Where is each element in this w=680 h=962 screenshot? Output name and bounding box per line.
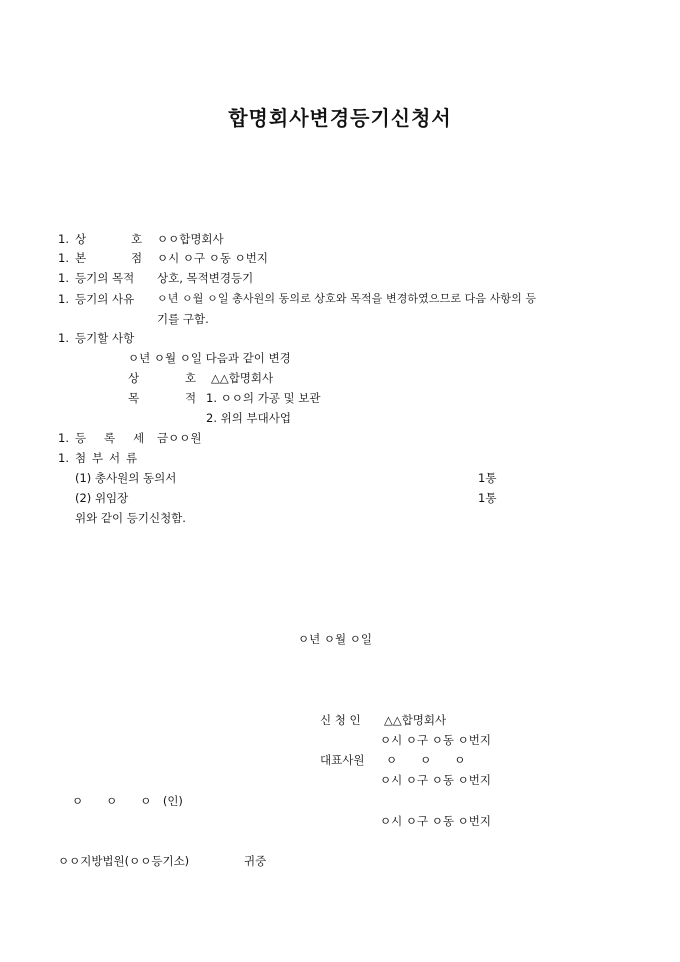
matters-trade-value: △△합명회사: [211, 371, 274, 385]
matters-label-char: 적: [185, 391, 197, 405]
item-label-char: 등: [75, 431, 87, 445]
item-bullet: 1.: [58, 251, 69, 265]
applicant-name: △△합명회사: [384, 713, 447, 727]
item-label-char: 첨: [75, 451, 87, 465]
matters-purpose-2: 2. 위의 부대사업: [206, 411, 291, 425]
document-title: 합명회사변경등기신청서: [228, 106, 452, 130]
item-label-char: 호: [131, 232, 143, 246]
item-label: 등기할 사항: [75, 331, 135, 345]
item-label: 등기의 목적: [75, 271, 135, 285]
recipient-suffix: 귀중: [244, 854, 267, 868]
representative-address: ㅇ시 ㅇ구 ㅇ동 ㅇ번지: [380, 773, 491, 787]
item-bullet: 1.: [58, 232, 69, 246]
applicant-label: 신 청 인: [320, 713, 361, 727]
matters-date-line: ㅇ년 ㅇ월 ㅇ일 다음과 같이 변경: [128, 351, 291, 365]
court-name: ㅇㅇ지방법원(ㅇㅇ등기소): [58, 854, 190, 868]
tax-value: 금ㅇㅇ원: [157, 431, 202, 445]
trade-name-value: ㅇㅇ합명회사: [157, 232, 224, 246]
matters-label-char: 호: [185, 371, 197, 385]
attachment-count: 1통: [478, 471, 497, 485]
item-label-char: 본: [75, 251, 87, 265]
item-bullet: 1.: [58, 292, 69, 306]
item-label-char: 상: [75, 232, 87, 246]
item-label-char: 점: [131, 251, 143, 265]
matters-label-char: 상: [128, 371, 140, 385]
item-bullet: 1.: [58, 431, 69, 445]
closing-statement: 위와 같이 등기신청함.: [75, 511, 186, 525]
representative-label: 대표사원: [320, 753, 365, 767]
representative-name: ㅇ ㅇ ㅇ: [386, 753, 466, 767]
item-bullet: 1.: [58, 331, 69, 345]
attachment-count: 1통: [478, 491, 497, 505]
agent-address: ㅇ시 ㅇ구 ㅇ동 ㅇ번지: [380, 814, 491, 828]
reason-value-line1: ㅇ년 ㅇ월 ㅇ일 총사원의 동의로 상호와 목적을 변경하였으므로 다음 사항의 등: [157, 292, 537, 305]
head-office-value: ㅇ시 ㅇ구 ㅇ동 ㅇ번지: [157, 251, 268, 265]
agent-name-seal: ㅇ ㅇ ㅇ (인): [72, 794, 183, 808]
matters-purpose-1: 1. ㅇㅇ의 가공 및 보관: [206, 391, 321, 405]
purpose-value: 상호, 목적변경등기: [157, 271, 254, 285]
item-label-char: 록: [104, 431, 116, 445]
filing-date: ㅇ년 ㅇ월 ㅇ일: [298, 632, 372, 646]
item-label-char: 부: [92, 451, 104, 465]
item-bullet: 1.: [58, 451, 69, 465]
matters-label-char: 목: [128, 391, 140, 405]
item-label-char: 서: [109, 451, 121, 465]
attachment-name: (2) 위임장: [75, 491, 129, 505]
reason-value-line2: 기를 구함.: [157, 312, 209, 326]
item-bullet: 1.: [58, 271, 69, 285]
applicant-address: ㅇ시 ㅇ구 ㅇ동 ㅇ번지: [380, 733, 491, 747]
item-label-char: 세: [133, 431, 145, 445]
item-label: 등기의 사유: [75, 292, 135, 306]
item-label-char: 류: [126, 451, 138, 465]
attachment-name: (1) 총사원의 동의서: [75, 471, 177, 485]
